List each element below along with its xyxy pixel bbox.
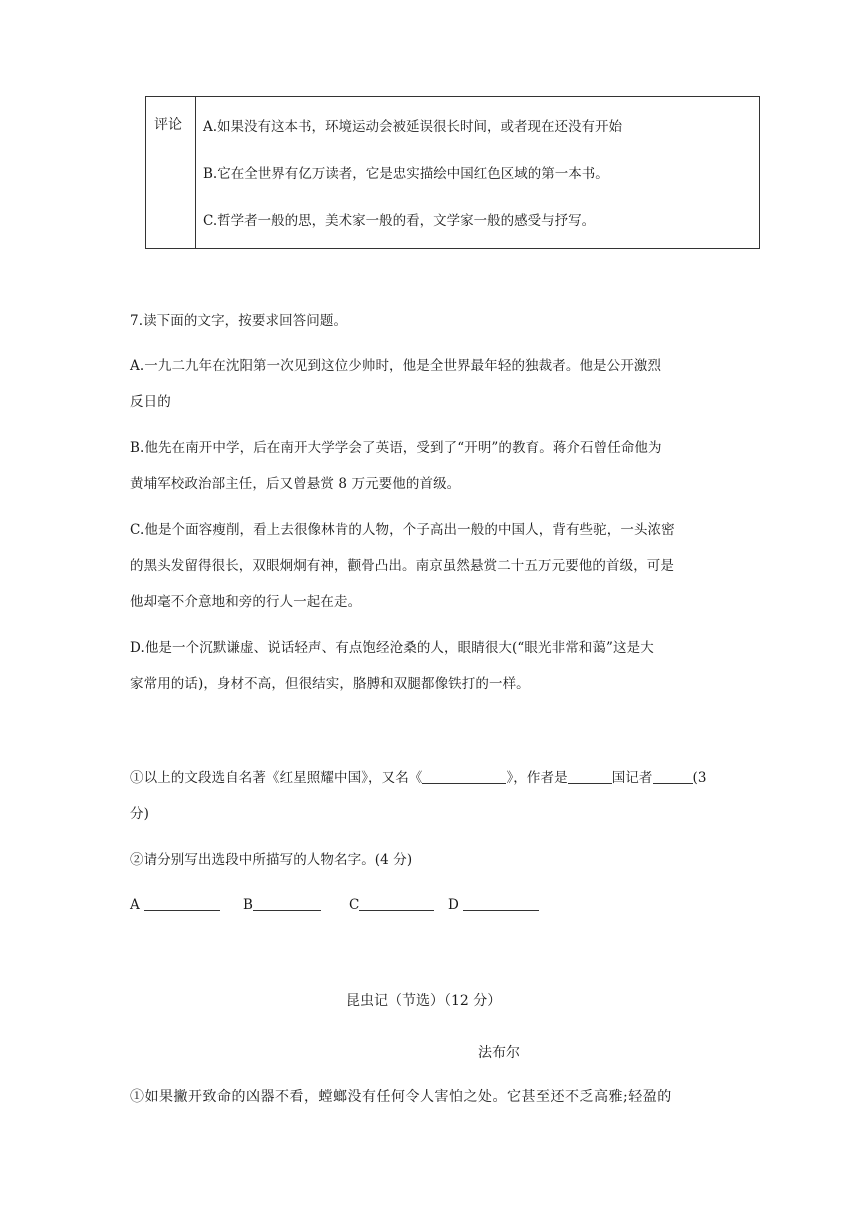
subquestion-1-score: (3	[692, 770, 707, 786]
answer-a-blank[interactable]	[144, 896, 220, 911]
subquestion-1-score-cont: 分)	[130, 806, 149, 822]
answer-c-blank[interactable]	[359, 896, 434, 911]
author-blank[interactable]	[653, 769, 693, 784]
comment-table	[145, 96, 760, 249]
passage-b-line-2: 黄埔军校政治部主任，后又曾悬赏 8 万元要他的首级。	[130, 476, 461, 492]
comment-row-a: A.如果没有这本书，环境运动会被延误很长时间，或者现在还没有开始	[203, 119, 623, 135]
subquestion-1-text-2: 》，作者是	[506, 770, 568, 786]
answer-c-label: C	[349, 897, 360, 913]
passage-b-line-1: B.他先在南开中学，后在南开大学学会了英语，受到了“开明”的教育。蒋介石曾任命他为	[130, 440, 662, 456]
passage-a-line-2: 反日的	[130, 394, 171, 410]
subquestion-2: ②请分别写出选段中所描写的人物名字。(4 分)	[130, 852, 413, 868]
passage-c-line-3: 他却毫不介意地和旁的行人一起在走。	[130, 594, 362, 610]
answer-c	[349, 896, 434, 913]
kunchong-paragraph-1: ①如果撇开致命的凶器不看，螳螂没有任何令人害怕之处。它甚至还不乏高雅;轻盈的	[130, 1089, 672, 1105]
comment-row-c: C.哲学者一般的思，美术家一般的看，文学家一般的感受与抒写。	[203, 213, 596, 229]
passage-c-line-2: 的黑头发留得很长，双眼炯炯有神，颧骨凸出。南京虽然悬赏二十五万元要他的首级，可是	[130, 558, 674, 574]
comment-table-header-cell	[146, 97, 196, 248]
section-title: 昆虫记（节选）（12 分）	[346, 993, 502, 1009]
answer-b-label: B	[243, 897, 254, 913]
answer-d-label: D	[448, 897, 464, 913]
answer-b	[243, 896, 321, 913]
passage-c-line-1: C.他是个面容瘦削，看上去很像林肯的人物，个子高出一般的中国人，背有些驼，一头浓密	[130, 522, 675, 538]
alt-title-blank[interactable]	[422, 769, 506, 784]
section-author: 法布尔	[478, 1045, 520, 1061]
answer-a	[130, 896, 220, 913]
answer-d	[448, 896, 539, 913]
answer-a-label: A	[130, 897, 145, 913]
subquestion-1	[130, 766, 707, 786]
comment-row-b: B.它在全世界有亿万读者，它是忠实描绘中国红色区域的第一本书。	[203, 166, 609, 182]
subquestion-1-text-3: 国记者	[611, 770, 653, 786]
comment-table-header: 评论	[154, 117, 182, 133]
answer-d-blank[interactable]	[463, 896, 539, 911]
subquestion-1-text-1: ①以上的文段选自名著《红星照耀中国》，又名《	[130, 770, 423, 786]
nationality-blank[interactable]	[568, 769, 612, 784]
passage-a-line-1: A.一九二九年在沈阳第一次见到这位少帅时，他是全世界最年轻的独裁者。他是公开激烈	[130, 358, 662, 374]
answer-b-blank[interactable]	[253, 896, 321, 911]
passage-d-line-2: 家常用的话)，身材不高，但很结实，胳膊和双腿都像铁打的一样。	[130, 676, 530, 692]
question-7-prompt: 7.读下面的文字，按要求回答问题。	[130, 313, 348, 329]
passage-d-line-1: D.他是一个沉默谦虚、说话轻声、有点饱经沧桑的人，眼睛很大(“眼光非常和蔼”这是大	[130, 640, 654, 656]
